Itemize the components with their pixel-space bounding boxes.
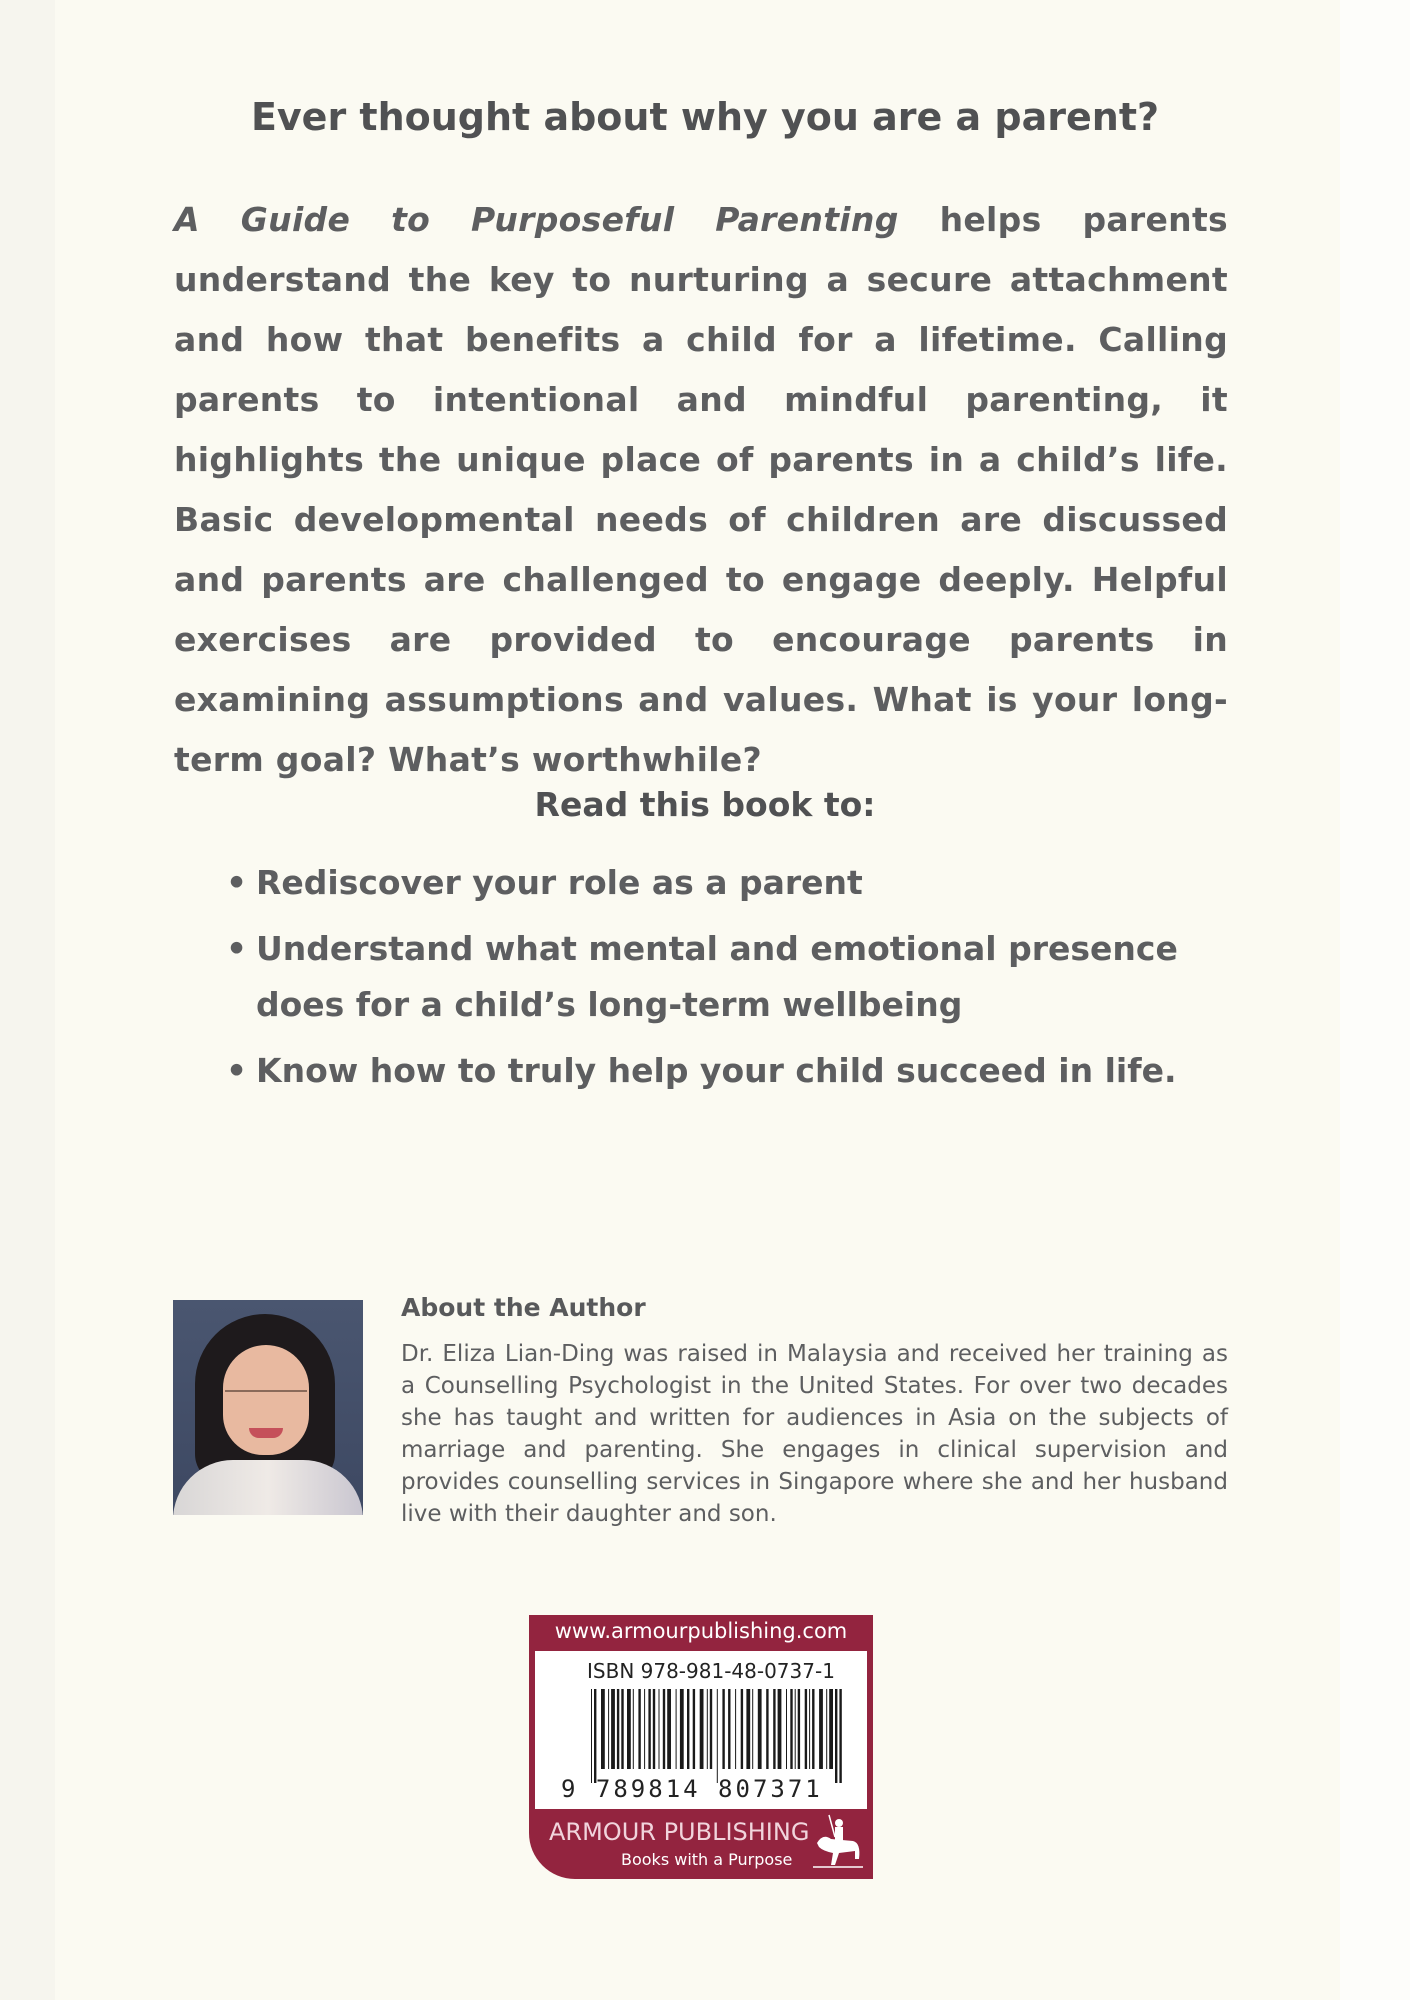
barcode-bar xyxy=(839,1689,841,1783)
bullet-icon: • xyxy=(226,1051,248,1090)
barcode-bar xyxy=(812,1689,814,1769)
barcode-bar xyxy=(758,1689,762,1769)
barcode-bar xyxy=(601,1689,605,1769)
barcode-bar xyxy=(835,1689,837,1783)
barcode-bar xyxy=(722,1689,724,1769)
author-photo xyxy=(173,1300,363,1515)
barcode-bar xyxy=(591,1689,592,1783)
about-author-body: Dr. Eliza Lian-Ding was raised in Malaysia and received her training as a Counselling Psychologist in the United States. For over two decades she has taught and written for audiences in Asia on the subjects of marriage and parenting. She engages in clinical supervision and provides counselling services in Singapore where she and her husband live with their daughter and son. xyxy=(401,1341,1228,1527)
barcode-bar xyxy=(667,1689,671,1769)
barcode-bar xyxy=(633,1689,634,1769)
publisher-tagline: Books with a Purpose xyxy=(621,1850,793,1869)
barcode-bar xyxy=(638,1689,640,1769)
barcode-box xyxy=(535,1651,867,1809)
barcode-bar xyxy=(809,1689,810,1769)
barcode-bar xyxy=(611,1689,615,1769)
barcode-bar xyxy=(707,1689,708,1769)
barcode-bar xyxy=(805,1689,807,1769)
about-author-title: About the Author xyxy=(401,1293,646,1322)
page-right-edge xyxy=(1340,0,1410,2000)
barcode-panel xyxy=(529,1615,873,1879)
barcode-bar xyxy=(766,1689,768,1769)
bullet-icon: • xyxy=(226,929,248,968)
list-item xyxy=(220,921,1180,1033)
barcode-bar xyxy=(717,1689,718,1783)
barcode-bar xyxy=(594,1689,596,1783)
bullet-icon: • xyxy=(226,863,248,902)
list-item xyxy=(220,1043,1180,1099)
page-left-edge xyxy=(0,0,55,2000)
isbn-text: ISBN 978-981-48-0737-1 xyxy=(587,1659,835,1683)
blurb-text: helps parents understand the key to nurturing a secure attachment and how that benefits a child for a lifetime. Calling parents to intentional and mindful parenting, it highlights the unique place of parents in a child’s life. Basic developmental needs of children are discussed and parents are challenged to engage deeply. Helpful exercises are provided to encourage parents in examining assumptions and values. What is your long-term goal? What’s worthwhile? xyxy=(174,200,1228,779)
bullet-text: Rediscover your role as a parent xyxy=(256,863,863,902)
barcode-bar xyxy=(790,1689,792,1769)
barcode-bar xyxy=(752,1689,753,1769)
barcode-bar xyxy=(617,1689,619,1769)
barcode-bar xyxy=(798,1689,800,1769)
bullet-text: Understand what mental and emotional presence does for a child’s long-term wellbeing xyxy=(256,929,1178,1024)
barcode-bar xyxy=(608,1689,609,1769)
publisher-url: www.armourpublishing.com xyxy=(554,1619,848,1643)
barcode-bar xyxy=(735,1689,736,1769)
barcode-bar xyxy=(710,1689,712,1769)
list-item xyxy=(220,855,1180,911)
bullet-list xyxy=(220,855,1180,1109)
bullet-text: Know how to truly help your child succeed in life. xyxy=(256,1051,1177,1090)
barcode-bar xyxy=(728,1689,730,1769)
barcode-bar xyxy=(829,1689,833,1769)
barcode-bar xyxy=(621,1689,623,1769)
barcode-bar xyxy=(676,1689,677,1769)
barcode-bar xyxy=(680,1689,684,1769)
barcode-bar xyxy=(644,1689,645,1769)
barcode-bar xyxy=(741,1689,743,1769)
read-heading: Read this book to: xyxy=(534,785,876,824)
barcode-bar xyxy=(819,1689,823,1769)
barcode-bar xyxy=(659,1689,660,1769)
book-title: A Guide to Purposeful Parenting xyxy=(174,200,899,239)
barcode-bar xyxy=(773,1689,775,1769)
barcode-bar xyxy=(663,1689,665,1769)
barcode-bar xyxy=(795,1689,796,1769)
publisher-name: ARMOUR PUBLISHING xyxy=(549,1818,810,1846)
barcode-bar xyxy=(700,1689,704,1769)
barcode-bar xyxy=(648,1689,650,1769)
barcode-bar xyxy=(826,1689,827,1769)
barcode-bar xyxy=(746,1689,750,1769)
barcode-bar xyxy=(786,1689,787,1769)
barcode-bar xyxy=(693,1689,695,1769)
barcode-bar xyxy=(778,1689,782,1769)
barcode-number: 9 789814 807371 xyxy=(561,1775,823,1803)
barcode-bar xyxy=(687,1689,689,1769)
headline: Ever thought about why you are a parent? xyxy=(250,95,1160,139)
barcode-bars xyxy=(591,1689,847,1783)
blurb-paragraph xyxy=(174,190,1228,790)
barcode-bar xyxy=(653,1689,655,1769)
barcode-bar xyxy=(627,1689,631,1769)
knight-logo-icon xyxy=(809,1813,865,1871)
